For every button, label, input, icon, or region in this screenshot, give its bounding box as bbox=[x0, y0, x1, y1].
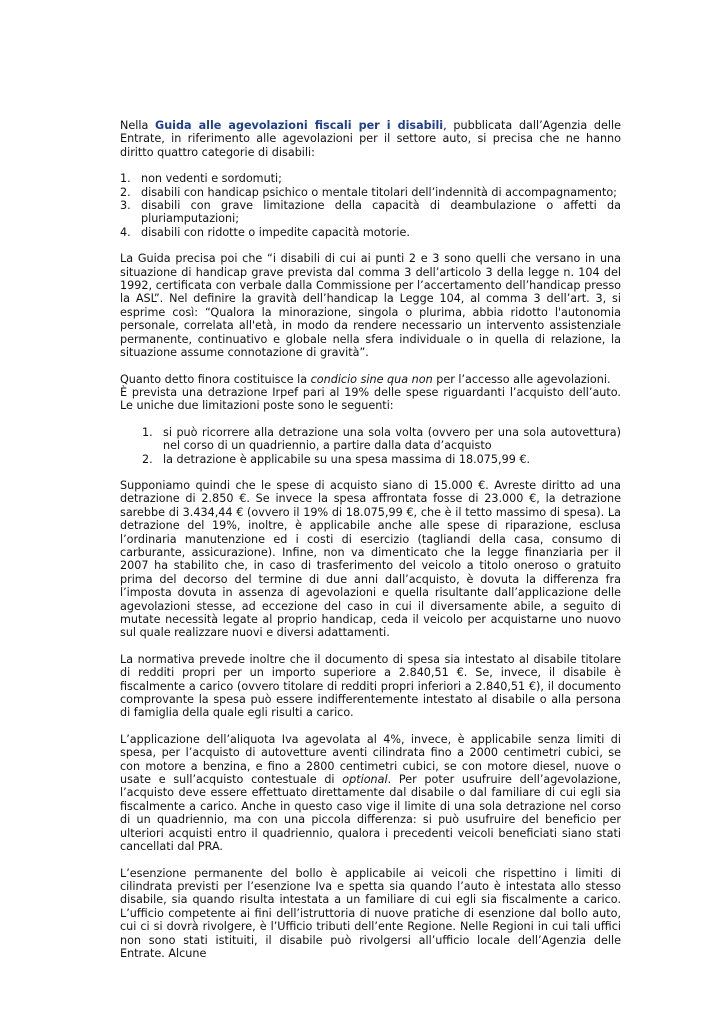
list-item-number: 2. bbox=[120, 185, 131, 199]
list-item bbox=[120, 453, 621, 466]
list-item-text: disabili con grave limitazione della capacità di deambulazione o affetti da pluriamputazioni; bbox=[141, 199, 621, 226]
guide-paragraph: La Guida precisa poi che “i disabili di cui ai punti 2 e 3 sono quelli che versano in una situazione di handicap grave prevista dal comma 3 dell’articolo 3 della legge n. 104 del 1992, certificata con verbale dalla Commissione per l’accertamento dell’handicap presso la ASL”. Nel definire la gravità dell’handicap la Legge 104, al comma 3 dell’art. 3, si esprime così: “Qualora la minorazione, singola o plurima, abbia ridotto l'autonomia personale, correlata all'età, in modo da rendere necessario un intervento assistenziale permanente, continuativo e globale nella sfera individuale o in quella di relazione, la situazione assume connotazione di gravità”. bbox=[120, 252, 621, 360]
list-item-text: si può ricorrere alla detrazione una sola volta (ovvero per una sola autovettura) nel corso di un quadriennio, a partire dalla data d’acquisto bbox=[163, 425, 621, 453]
intro-text-before: Nella bbox=[120, 119, 156, 132]
list-item bbox=[120, 186, 621, 199]
list-item bbox=[120, 226, 621, 239]
categories-list bbox=[120, 172, 621, 239]
limits-list bbox=[120, 426, 621, 466]
iva-paragraph bbox=[120, 733, 621, 854]
optional-italic: optional bbox=[342, 773, 388, 787]
document-spesa-paragraph: La normativa prevede inoltre che il documento di spesa sia intestato al disabile titolare di redditi propri per un importo superiore a 2.840,51 €. Se, invece, il disabile è fiscalmente a carico (ovvero titolare di redditi propri inferiori a 2.840,51 €), il documento comprovante la spesa può essere indifferentemente intestato al disabile o alla persona di famiglia della quale egli risulti a carico. bbox=[120, 652, 621, 720]
document-page bbox=[120, 119, 621, 973]
list-item bbox=[120, 199, 621, 226]
iva-text-after: . Per poter usufruire dell’agevolazione, l’acquisto deve essere effettuato direttamente dal disabile o dal familiare di cui egli sia fiscalmente a carico. Anche in questo caso vige il limite di una sola detrazione nel corso di un quadriennio, ma con una piccola differenza: si può usufruire del beneficio per ulteriori acquisti entro il quadriennio, qualora i precedenti veicoli beneficiati siano stati cancellati dal PRA. bbox=[120, 773, 621, 854]
list-item-number: 2. bbox=[142, 452, 153, 466]
list-item-number: 1. bbox=[142, 425, 153, 439]
list-item-text: la detrazione è applicabile su una spesa massima di 18.075,99 €. bbox=[163, 452, 531, 466]
guide-title: Guida alle agevolazioni fiscali per i disabili bbox=[155, 119, 444, 132]
condicio-text-after: per l’accesso alle agevolazioni. bbox=[432, 372, 611, 386]
condicio-italic: condicio sine qua non bbox=[310, 372, 433, 386]
list-item-number: 4. bbox=[120, 225, 131, 239]
intro-paragraph bbox=[120, 119, 621, 159]
list-item bbox=[120, 426, 621, 453]
list-item bbox=[120, 172, 621, 185]
detraction-paragraph: È prevista una detrazione Irpef pari al 19% delle spese riguardanti l’acquisto dell’auto. Le uniche due limitazioni poste sono le seguenti: bbox=[120, 385, 621, 413]
list-item-text: disabili con ridotte o impedite capacità motorie. bbox=[141, 225, 410, 239]
list-item-text: non vedenti e sordomuti; bbox=[141, 172, 282, 186]
iva-text-before: L’applicazione dell’aliquota Iva agevolata al 4%, invece, è applicabile senza limiti di spesa, per l’acquisto di autovetture aventi cilindrata fino a 2000 centimetri cubici, se con motore a benzina, e fino a 2800 centimetri cubici, se con motore diesel, nuove o usate e sull’acquisto contestuale di bbox=[120, 732, 621, 787]
list-item-number: 1. bbox=[120, 172, 131, 186]
intro-text-after: , pubblicata dall’Agenzia delle Entrate, in riferimento alle agevolazioni per il settore auto, si precisa che ne hanno diritto quattro categorie di disabili: bbox=[120, 119, 621, 159]
example-paragraph: Supponiamo quindi che le spese di acquisto siano di 15.000 €. Avreste diritto ad una detrazione di 2.850 €. Se invece la spesa affrontata fosse di 23.000 €, la detrazione sarebbe di 3.434,44 € (ovvero il 19% di 18.075,99 €, che è il tetto massimo di spesa). La detrazione del 19%, inoltre, è applicabile anche alle spese di riparazione, esclusa l’ordinaria manutenzione ed i costi di esercizio (tagliandi della casa, consumo di carburante, assicurazione). Infine, non va dimenticato che la legge finanziaria per il 2007 ha stabilito che, in caso di trasferimento del veicolo a titolo oneroso o gratuito prima del decorso del termine di due anni dall’acquisto, è dovuta la differenza fra l’imposta dovuta in assenza di agevolazioni e quella risultante dall’applicazione delle agevolazioni stesse, ad eccezione del caso in cui il diversamente abile, a seguito di mutate necessità legate al proprio handicap, ceda il veicolo per acquistarne uno nuovo sul quale realizzare nuovi e diversi adattamenti. bbox=[120, 478, 621, 640]
list-item-text: disabili con handicap psichico o mentale titolari dell’indennità di accompagnamento; bbox=[141, 185, 617, 199]
condicio-paragraph bbox=[120, 373, 621, 386]
bollo-paragraph: L’esenzione permanente del bollo è applicabile ai veicoli che rispettino i limiti di cilindrata previsti per l’esenzione Iva e spetta sia quando l’auto è intestata allo stesso disabile, sia quando risulta intestata a un familiare di cui egli sia fiscalmente a carico. L’ufficio competente ai fini dell’istruttoria di nuove pratiche di esenzione dal bollo auto, cui ci si dovrà rivolgere, è l’Ufficio tributi dell’ente Regione. Nelle Regioni in cui tali uffici non sono stati istituiti, il disabile può rivolgersi all’ufficio locale dell’Agenzia delle Entrate. Alcune bbox=[120, 866, 621, 960]
list-item-number: 3. bbox=[120, 199, 131, 213]
condicio-text-before: Quanto detto finora costituisce la bbox=[120, 372, 311, 386]
